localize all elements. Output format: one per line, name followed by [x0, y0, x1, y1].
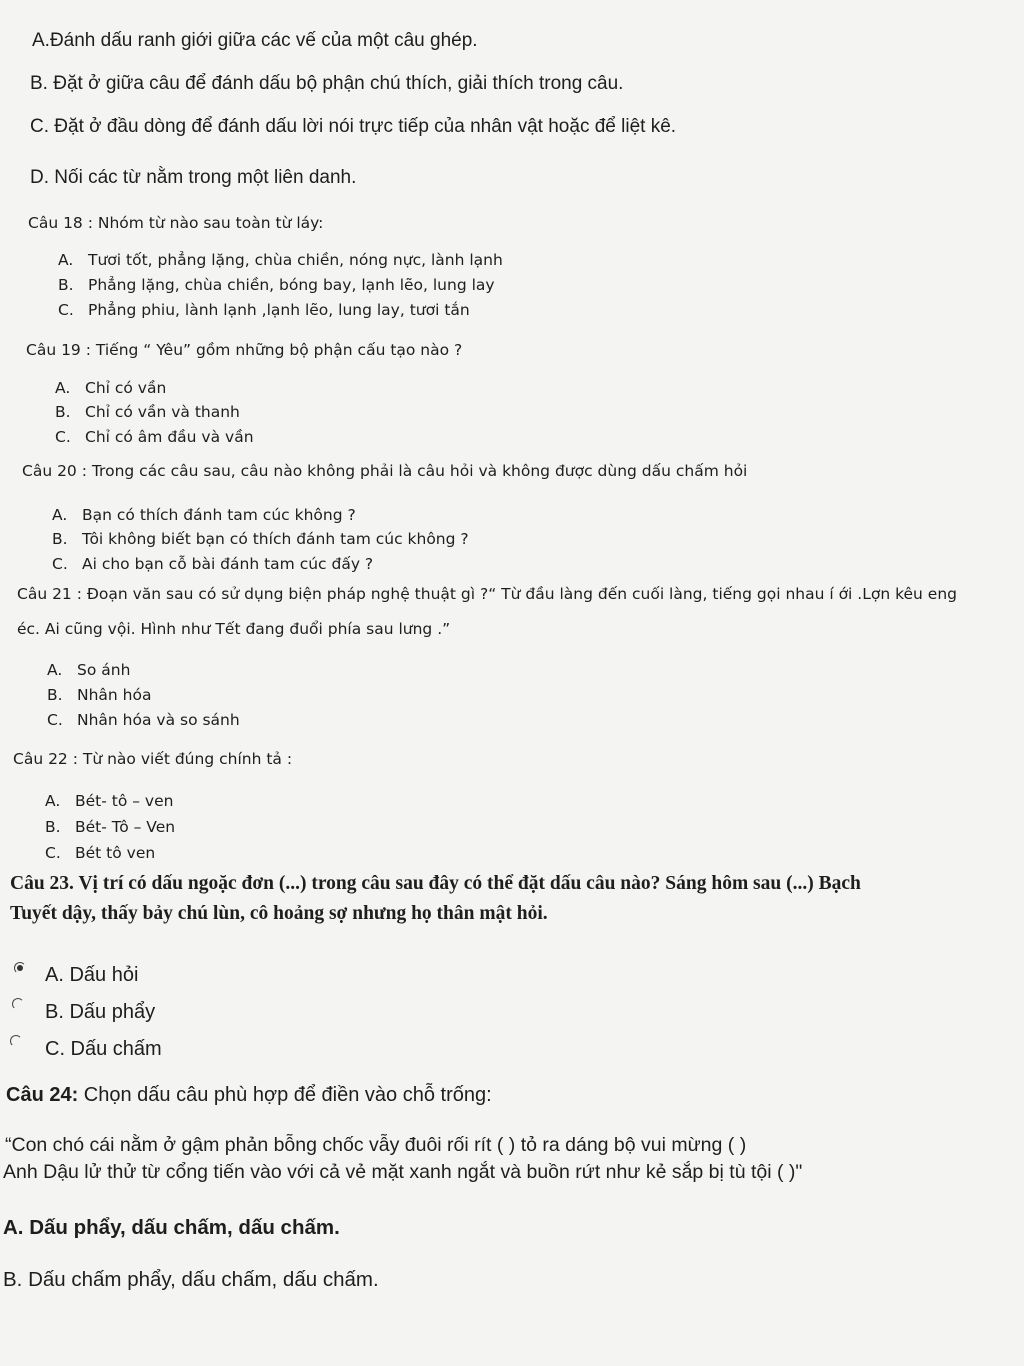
q19-question: Câu 19 : Tiếng “ Yêu” gồm những bộ phận cấu tạo nào ? [26, 341, 463, 359]
option-text: Nhân hóa [77, 686, 152, 704]
option-text: Nhân hóa và so sánh [77, 711, 240, 729]
q24-quote-line2: Anh Dậu lử thử từ cổng tiến vào với cả vẻ mặt xanh ngắt và buồn rứt như kẻ sắp bị tù tội ( )" [3, 1161, 803, 1183]
option-letter: A. [47, 661, 63, 679]
option-letter: A. [45, 792, 61, 810]
q21-question-line2: éc. Ai cũng vội. Hình như Tết đang đuổi phía sau lưng .” [17, 620, 451, 638]
q23-radio-c[interactable] [10, 1035, 22, 1047]
q18-option-c [58, 301, 470, 319]
option-letter: B. [52, 530, 68, 548]
q17-option-b: B. Đặt ở giữa câu để đánh dấu bộ phận chú thích, giải thích trong câu. [30, 73, 624, 94]
option-letter: B. [58, 276, 74, 294]
q17-option-a: A.Đánh dấu ranh giới giữa các vế của một câu ghép. [32, 30, 478, 51]
q24-option-b: B. Dấu chấm phẩy, dấu chấm, dấu chấm. [3, 1268, 379, 1291]
option-text: Bét- tô – ven [75, 792, 174, 810]
option-letter: B. [55, 403, 71, 421]
q24-question [6, 1084, 492, 1107]
q23-radio-a[interactable] [14, 962, 26, 974]
q23-option-a[interactable]: A. Dấu hỏi [45, 964, 139, 986]
option-text: Phẳng lặng, chùa chiền, bóng bay, lạnh lẽo, lung lay [88, 276, 495, 294]
q19-option-c [55, 428, 254, 446]
option-text: Bét- Tô – Ven [75, 818, 176, 836]
option-letter: A. [58, 251, 74, 269]
option-letter: C. [52, 555, 68, 573]
q18-option-a [58, 251, 503, 269]
q22-question: Câu 22 : Từ nào viết đúng chính tả : [13, 750, 293, 768]
q19-option-b [55, 403, 240, 421]
option-letter: C. [47, 711, 63, 729]
option-text: Bét tô ven [75, 844, 156, 862]
q23-question-line1: Câu 23. Vị trí có dấu ngoặc đơn (...) trong câu sau đây có thể đặt dấu câu nào? Sáng hôm sau (...) Bạch [10, 873, 861, 894]
option-letter: C. [55, 428, 71, 446]
q23-option-c[interactable]: C. Dấu chấm [45, 1038, 162, 1060]
option-text: Bạn có thích đánh tam cúc không ? [82, 506, 356, 524]
q24-option-a: A. Dấu phẩy, dấu chấm, dấu chấm. [3, 1216, 340, 1239]
q18-option-b [58, 276, 495, 294]
option-text: So ánh [77, 661, 131, 679]
q21-option-a [47, 661, 130, 679]
option-text: Chỉ có vần [85, 379, 167, 397]
q22-option-b [45, 818, 175, 836]
q23-question-line2: Tuyết dậy, thấy bảy chú lùn, cô hoảng sợ nhưng họ thân mật hỏi. [10, 903, 548, 924]
q18-question: Câu 18 : Nhóm từ nào sau toàn từ láy: [28, 214, 324, 232]
q20-option-c [52, 555, 373, 573]
q19-option-a [55, 379, 166, 397]
option-text: Phẳng phiu, lành lạnh ,lạnh lẽo, lung lay, tươi tắn [88, 301, 470, 319]
q20-option-a [52, 506, 356, 524]
q22-option-a [45, 792, 173, 810]
q24-label: Câu 24: [6, 1084, 79, 1106]
option-text: Chỉ có vần và thanh [85, 403, 240, 421]
option-text: Ai cho bạn cỗ bài đánh tam cúc đấy ? [82, 555, 374, 573]
option-text: Tôi không biết bạn có thích đánh tam cúc không ? [82, 530, 469, 548]
q17-option-c: C. Đặt ở đầu dòng để đánh dấu lời nói trực tiếp của nhân vật hoặc để liệt kê. [30, 116, 677, 137]
q23-option-b[interactable]: B. Dấu phẩy [45, 1001, 156, 1023]
option-letter: B. [47, 686, 63, 704]
option-text: Chỉ có âm đầu và vần [85, 428, 254, 446]
option-text: Tươi tốt, phẳng lặng, chùa chiền, nóng nực, lành lạnh [88, 251, 503, 269]
q24-quote-line1: “Con chó cái nằm ở gậm phản bỗng chốc vẫy đuôi rối rít ( ) tỏ ra dáng bộ vui mừng ( ) [5, 1134, 747, 1156]
option-letter: B. [45, 818, 61, 836]
option-letter: C. [45, 844, 61, 862]
option-letter: A. [52, 506, 68, 524]
q21-option-b [47, 686, 151, 704]
q23-radio-b[interactable] [12, 998, 24, 1010]
option-letter: C. [58, 301, 74, 319]
q22-option-c [45, 844, 155, 862]
option-letter: A. [55, 379, 71, 397]
q17-option-d: D. Nối các từ nằm trong một liên danh. [30, 167, 357, 188]
q20-option-b [52, 530, 469, 548]
q20-question: Câu 20 : Trong các câu sau, câu nào không phải là câu hỏi và không được dùng dấu chấm hỏi [22, 462, 748, 480]
q21-question-line1: Câu 21 : Đoạn văn sau có sử dụng biện pháp nghệ thuật gì ?“ Từ đầu làng đến cuối làng, tiếng gọi nhau í ới .Lợn kêu eng [17, 585, 957, 603]
q21-option-c [47, 711, 240, 729]
q24-question-text: Chọn dấu câu phù hợp để điền vào chỗ trống: [78, 1084, 492, 1106]
